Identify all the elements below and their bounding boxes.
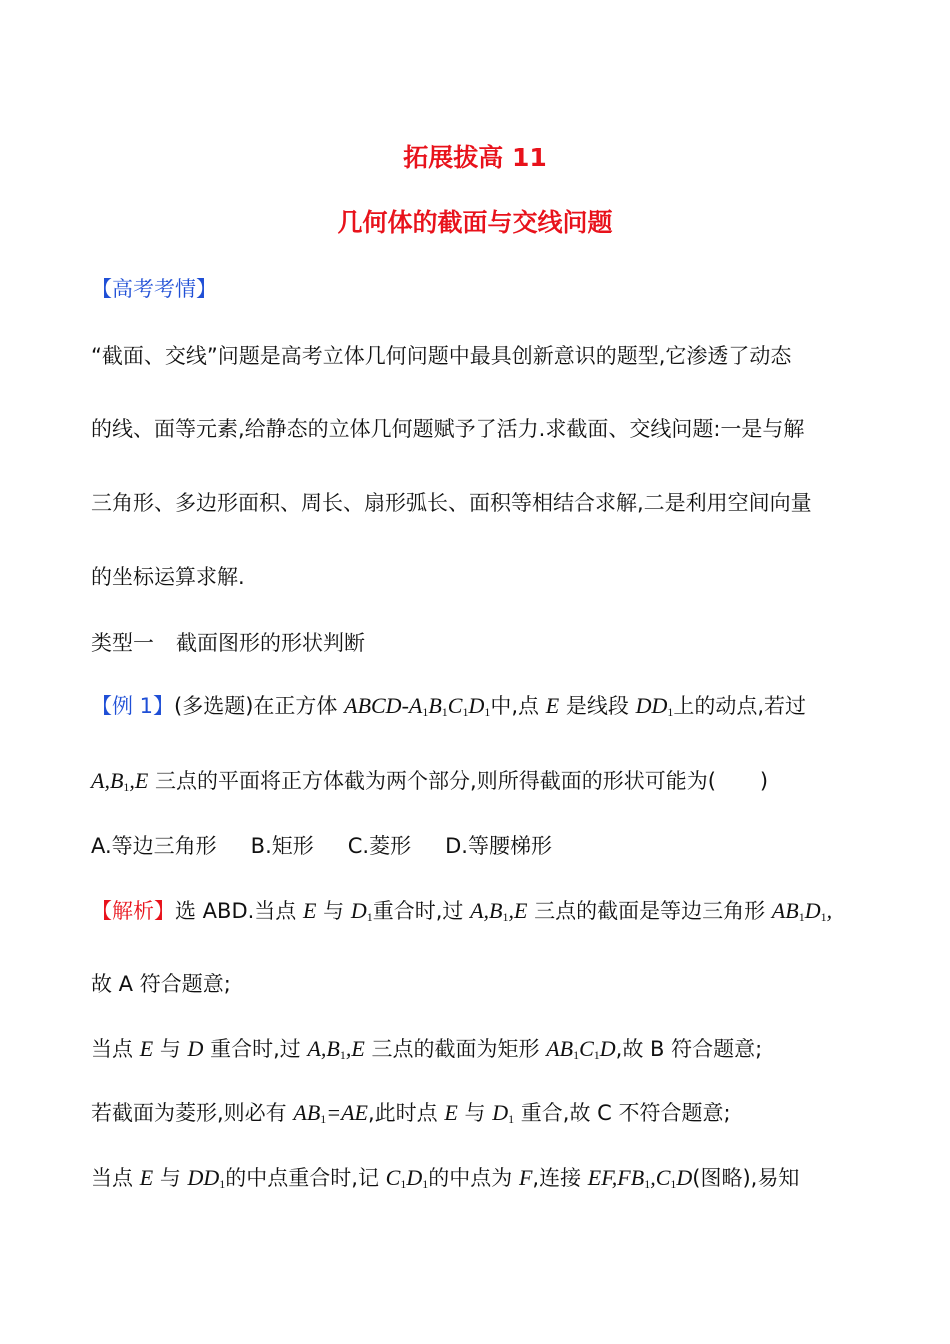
example-options [91, 830, 860, 860]
type-heading [91, 627, 860, 657]
intro-line-2: 的线、面等元素,给静态的立体几何题赋予了活力.求截面、交线问题:一是与解 [91, 417, 805, 441]
section-tag: 【高考考情】 [91, 277, 217, 301]
intro-line-4: 的坐标运算求解. [91, 565, 245, 589]
option-a: A.等边三角形 [91, 834, 217, 858]
intro-line-3: 三角形、多边形面积、周长、扇形弧长、面积等相结合求解,二是利用空间向量 [91, 491, 812, 515]
example-line-1: 【例 1】(多选题)在正方体 ABCD-$A_1B_1C_1D_1$中,点 E 是线段 $DD_1$上的动点,若过 [91, 693, 807, 719]
option-b: B.矩形 [250, 834, 314, 858]
solution-line-3: 当点 E 与 D 重合时,过 $A,B_1,E$ 三点的截面为矩形 $AB_1C_1D$,故 B 符合题意; [91, 1036, 763, 1062]
type-title: 截面图形的形状判断 [176, 631, 365, 655]
example-tag: 【例 1】 [91, 694, 175, 718]
example-line-2: $A,B_1,E$ 三点的平面将正方体截为两个部分,则所得截面的形状可能为( ) [91, 768, 769, 794]
intro-text: “截面、交线”问题是高考立体几何问题中最具创新意识的题型,它渗透了动态 [91, 344, 792, 368]
solution-line-4: 若截面为菱形,则必有 $AB_1=AE$,此时点 E 与 $D_1$ 重合,故 C 不符合题意; [91, 1100, 731, 1126]
solution-line-5: 当点 E 与 $DD_1$的中点重合时,记 $C_1D_1$的中点为 F,连接 $EF,FB_1,C_1D$(图略),易知 [91, 1165, 800, 1191]
option-d: D.等腰梯形 [445, 834, 552, 858]
math-cube: ABCD-$A_1B_1C_1D_1$ [344, 693, 491, 719]
title-sub: 几何体的截面与交线问题 [337, 208, 613, 237]
title-main: 拓展拔高 11 [403, 143, 547, 172]
solution-tag: 【解析】 [91, 899, 175, 923]
option-c: C.菱形 [347, 834, 412, 858]
type-number: 类型一 [91, 631, 154, 655]
solution-line-2: 故 A 符合题意; [91, 972, 231, 996]
intro-line-1 [91, 340, 860, 370]
solution-line-1: 【解析】选 ABD.当点 E 与 $D_1$重合时,过 $A,B_1,E$ 三点的截面是等边三角形 $AB_1D_1$, [91, 898, 833, 924]
